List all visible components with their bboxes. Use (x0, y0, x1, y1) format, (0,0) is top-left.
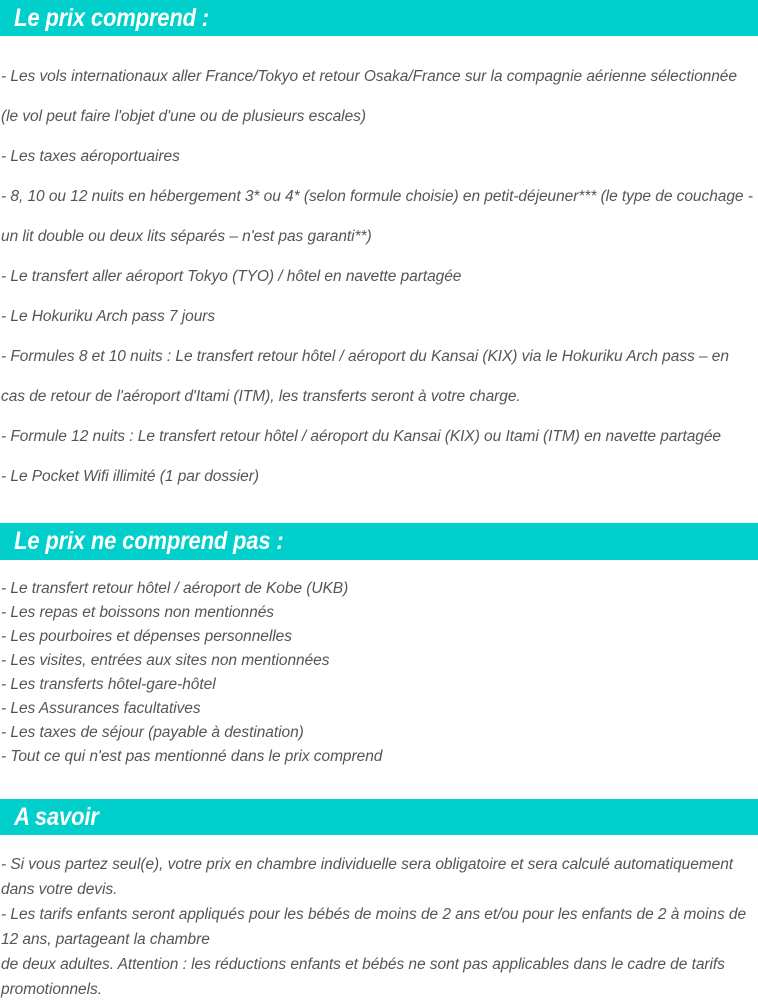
list-item: - Les Assurances facultatives (1, 700, 201, 717)
list-item: - Formule 12 nuits : Le transfert retour hôtel / aéroport du Kansai (KIX) ou Itami (ITM) en navette partagée (1, 428, 722, 445)
list-item: - Le Hokuriku Arch pass 7 jours (1, 308, 216, 325)
list-item: de deux adultes. Attention : les réductions enfants et bébés ne sont pas applicables dans le cadre de tarifs promotionnels. (1, 956, 725, 998)
section-title-a-savoir: A savoir (14, 802, 99, 831)
list-item: - Les tarifs enfants seront appliqués pour les bébés de moins de 2 ans et/ou pour les enfants de 2 à moins de 12 ans, partageant la chambre (1, 906, 747, 948)
section-body-prix-comprend (0, 57, 758, 497)
list-item: - Les taxes de séjour (payable à destination) (1, 724, 304, 741)
section-body-a-savoir (0, 852, 758, 1002)
list-item: - Le transfert retour hôtel / aéroport de Kobe (UKB) (1, 580, 349, 597)
list-item: - 8, 10 ou 12 nuits en hébergement 3* ou 4* (selon formule choisie) en petit-déjeuner*** (le type de couchage - un lit double ou deux lits séparés – n'est pas garanti**) (1, 188, 753, 245)
spacer-body1-banner2 (0, 497, 758, 523)
list-item: - Les transferts hôtel-gare-hôtel (1, 676, 216, 693)
list-item: - Les vols internationaux aller France/Tokyo et retour Osaka/France sur la compagnie aérienne sélectionnée (le vol peut faire l'objet d'une ou de plusieurs escales) (1, 68, 737, 125)
spacer-body2-banner3 (0, 769, 758, 799)
list-item: - Le transfert aller aéroport Tokyo (TYO) / hôtel en navette partagée (1, 268, 462, 285)
list-item: - Le Pocket Wifi illimité (1 par dossier) (1, 468, 259, 485)
section-header-prix-comprend (0, 0, 758, 36)
section-title-prix-ne-comprend-pas: Le prix ne comprend pas : (14, 527, 284, 555)
section-header-a-savoir (0, 799, 758, 835)
list-item: - Si vous partez seul(e), votre prix en chambre individuelle sera obligatoire et sera calculé automatiquement dans votre devis. (1, 856, 734, 898)
list-item: - Les visites, entrées aux sites non mentionnées (1, 652, 330, 669)
list-item: - Tout ce qui n'est pas mentionné dans le prix comprend (1, 748, 383, 765)
spacer-banner3-body3 (0, 835, 758, 852)
section-body-prix-ne-comprend-pas (0, 577, 758, 769)
spacer-banner1-body1 (0, 36, 758, 57)
list-item: - Les taxes aéroportuaires (1, 148, 180, 165)
spacer-banner2-body2 (0, 560, 758, 577)
section-title-prix-comprend: Le prix comprend : (14, 3, 209, 32)
section-header-prix-ne-comprend-pas (0, 523, 758, 560)
list-item: - Formules 8 et 10 nuits : Le transfert retour hôtel / aéroport du Kansai (KIX) via le Hokuriku Arch pass – en cas de retour de l'aéroport d'Itami (ITM), les transferts seront à votre charge. (1, 348, 729, 405)
list-item: - Les repas et boissons non mentionnés (1, 604, 274, 621)
list-item: - Les pourboires et dépenses personnelles (1, 628, 292, 645)
